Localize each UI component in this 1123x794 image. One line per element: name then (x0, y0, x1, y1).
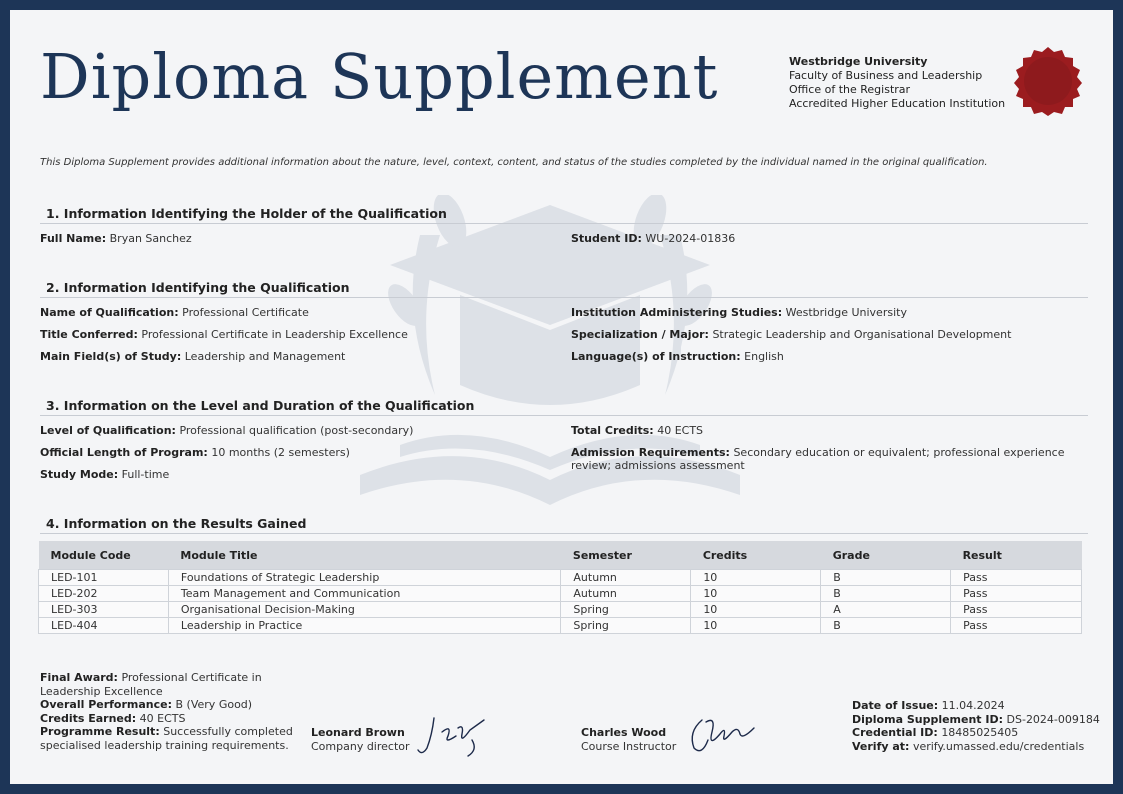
supplement-id-label: Diploma Supplement ID: (852, 712, 1004, 726)
date-of-issue-line (852, 699, 1100, 713)
performance-line (40, 698, 300, 712)
signatory-1 (311, 726, 410, 753)
column-header: Grade (821, 541, 951, 570)
study-mode-field (40, 468, 169, 481)
module-title-cell: Organisational Decision-Making (168, 602, 561, 618)
institution-faculty: Faculty of Business and Leadership (789, 69, 983, 82)
column-header: Module Title (168, 541, 561, 570)
institution-accreditation: Accredited Higher Education Institution (789, 97, 1006, 110)
wax-seal-icon (1012, 45, 1084, 117)
field-of-study-label: Main Field(s) of Study: (40, 350, 182, 363)
module-title-cell: Leadership in Practice (168, 618, 561, 634)
title-conferred-label: Title Conferred: (40, 328, 138, 341)
specialization-label: Specialization / Major: (571, 328, 709, 341)
credits-cell: 10 (691, 570, 821, 586)
level-field (40, 424, 413, 437)
student-id-field (571, 232, 735, 245)
institution-block (789, 55, 1005, 111)
module-code-cell: LED-101 (39, 570, 169, 586)
qualification-name-label: Name of Qualification: (40, 306, 179, 319)
signatory-role: Company director (311, 739, 410, 753)
module-code-cell: LED-303 (39, 602, 169, 618)
column-header: Credits (691, 541, 821, 570)
signatory-2 (581, 726, 676, 753)
program-length-label: Official Length of Program: (40, 446, 208, 459)
semester-cell: Autumn (561, 570, 691, 586)
field-of-study-field (40, 350, 345, 363)
credits-earned-value: 40 ECTS (139, 711, 186, 725)
institution-administering-field (571, 306, 907, 319)
column-header: Semester (561, 541, 691, 570)
institution-administering-label: Institution Administering Studies: (571, 306, 783, 319)
final-award-continued: Leadership Excellence (40, 684, 163, 698)
final-award-value: Professional Certificate in (121, 671, 262, 684)
intro-text: This Diploma Supplement provides additional information about the nature, level, context, content, and status of the studies completed by the individual named in the original qualification. (40, 157, 988, 168)
title-conferred-value: Professional Certificate in Leadership Excellence (141, 328, 408, 341)
total-credits-value: 40 ECTS (657, 424, 704, 437)
section-1-title: 1. Information Identifying the Holder of the Qualification (40, 206, 1088, 224)
institution-office: Office of the Registrar (789, 83, 911, 96)
full-name-value: Bryan Sanchez (109, 232, 192, 245)
total-credits-field (571, 424, 703, 437)
semester-cell: Spring (561, 602, 691, 618)
supplement-id-value: DS-2024-009184 (1006, 712, 1100, 726)
signature-2-icon (682, 710, 762, 760)
institution-administering-value: Westbridge University (785, 306, 907, 319)
level-label: Level of Qualification: (40, 424, 176, 437)
column-header: Module Code (39, 541, 169, 570)
grade-cell: B (821, 586, 951, 602)
credits-earned-line (40, 712, 300, 726)
grade-cell: B (821, 570, 951, 586)
specialization-field (571, 328, 1011, 341)
signatory-name: Leonard Brown (311, 726, 405, 739)
results-table (38, 541, 1082, 634)
credits-earned-label: Credits Earned: (40, 711, 137, 725)
credential-id-line (852, 726, 1100, 740)
program-length-field (40, 446, 350, 459)
semester-cell: Autumn (561, 586, 691, 602)
credits-cell: 10 (691, 618, 821, 634)
study-mode-value: Full-time (121, 468, 170, 481)
result-cell: Pass (951, 602, 1082, 618)
verify-link[interactable]: verify.umassed.edu/credentials (912, 739, 1085, 753)
grade-cell: A (821, 602, 951, 618)
language-value: English (744, 350, 784, 363)
qualification-name-value: Professional Certificate (182, 306, 309, 319)
credits-cell: 10 (691, 602, 821, 618)
specialization-value: Strategic Leadership and Organisational Development (712, 328, 1012, 341)
result-cell: Pass (951, 618, 1082, 634)
supplement-id-line (852, 713, 1100, 727)
final-award-line (40, 671, 300, 685)
column-header: Result (951, 541, 1082, 570)
credits-cell: 10 (691, 586, 821, 602)
table-row (39, 602, 1082, 618)
total-credits-label: Total Credits: (571, 424, 654, 437)
date-of-issue-label: Date of Issue: (852, 699, 939, 712)
table-row (39, 570, 1082, 586)
programme-result-value: Successfully completed (163, 725, 293, 738)
results-header-row (39, 541, 1082, 570)
module-title-cell: Foundations of Strategic Leadership (168, 570, 561, 586)
verify-line (852, 740, 1100, 754)
level-value: Professional qualification (post-secondary) (179, 424, 414, 437)
programme-result-line (40, 725, 300, 739)
qualification-name-field (40, 306, 309, 319)
full-name-field (40, 232, 192, 245)
performance-label: Overall Performance: (40, 698, 173, 711)
document-title: Diploma Supplement (40, 40, 719, 113)
credential-id-value: 18485025405 (941, 726, 1019, 739)
graduation-cap-watermark-icon (340, 195, 760, 535)
module-title-cell: Team Management and Communication (168, 586, 561, 602)
final-award-label: Final Award: (40, 671, 118, 684)
verify-label: Verify at: (852, 739, 910, 753)
signature-1-icon (412, 710, 492, 760)
field-of-study-value: Leadership and Management (184, 350, 346, 363)
grade-cell: B (821, 618, 951, 634)
signatory-name: Charles Wood (581, 726, 667, 739)
full-name-label: Full Name: (40, 232, 107, 245)
admission-value: Secondary education or equivalent; professional experience review; admissions assessment (571, 446, 1065, 472)
award-summary (40, 671, 300, 752)
language-label: Language(s) of Instruction: (571, 350, 741, 363)
programme-result-continued: specialised leadership training requirements. (40, 738, 289, 752)
result-cell: Pass (951, 586, 1082, 602)
admission-label: Admission Requirements: (571, 446, 730, 459)
credential-id-label: Credential ID: (852, 726, 938, 739)
institution-name: Westbridge University (789, 55, 928, 68)
admission-field (571, 446, 1071, 472)
module-code-cell: LED-202 (39, 586, 169, 602)
programme-result-label: Programme Result: (40, 725, 160, 738)
table-row (39, 618, 1082, 634)
date-of-issue-value: 11.04.2024 (941, 699, 1005, 712)
table-row (39, 586, 1082, 602)
result-cell: Pass (951, 570, 1082, 586)
section-3-title: 3. Information on the Level and Duration of the Qualification (40, 398, 1088, 416)
title-conferred-field (40, 328, 408, 341)
module-code-cell: LED-404 (39, 618, 169, 634)
section-2-title: 2. Information Identifying the Qualification (40, 280, 1088, 298)
program-length-value: 10 months (2 semesters) (211, 446, 350, 459)
student-id-label: Student ID: (571, 232, 642, 245)
study-mode-label: Study Mode: (40, 468, 119, 481)
performance-value: B (Very Good) (175, 698, 253, 711)
diploma-sheet (10, 10, 1113, 784)
signatory-role: Course Instructor (581, 739, 677, 753)
student-id-value: WU-2024-01836 (645, 232, 736, 245)
issue-info (852, 699, 1100, 753)
section-4-title: 4. Information on the Results Gained (40, 516, 1088, 534)
semester-cell: Spring (561, 618, 691, 634)
language-field (571, 350, 784, 363)
